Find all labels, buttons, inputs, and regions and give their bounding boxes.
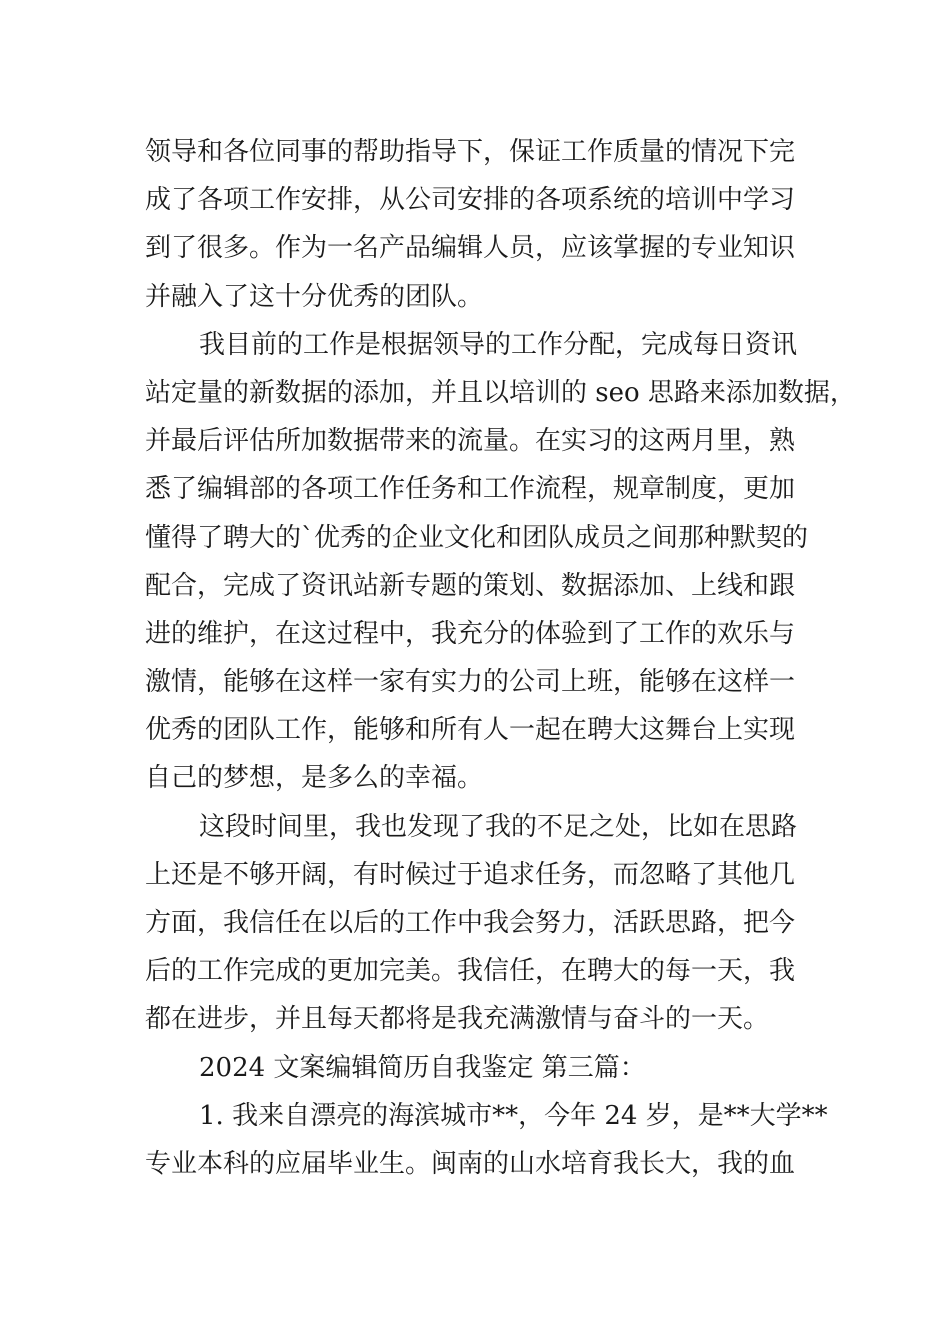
section-heading: 2024 文案编辑简历自我鉴定 第三篇： <box>199 1052 646 1083</box>
paragraph-1 <box>145 128 817 321</box>
text-line: 到了很多。作为一名产品编辑人员，应该掌握的专业知识 <box>145 233 796 264</box>
text-line: 1. 我来自漂亮的海滨城市**，今年 24 岁，是**大学** <box>199 1100 828 1131</box>
text-line: 方面，我信任在以后的工作中我会努力，活跃思路，把今 <box>145 908 796 938</box>
text-line: 自己的梦想，是多么的幸福。 <box>145 763 484 794</box>
text-line: 并融入了这十分优秀的团队。 <box>145 281 484 312</box>
text-line: 并最后评估所加数据带来的流量。在实习的这两月里，熟 <box>145 426 796 457</box>
paragraph-3 <box>145 803 817 1044</box>
text-line: 悉了编辑部的各项工作任务和工作流程，规章制度，更加 <box>145 474 796 505</box>
text-line: 配合，完成了资讯站新专题的策划、数据添加、上线和跟 <box>145 570 796 601</box>
text-line: 优秀的团队工作，能够和所有人一起在聘大这舞台上实现 <box>145 715 796 746</box>
text-line: 站定量的新数据的添加，并且以培训的 seo 思路来添加数据， <box>145 377 856 408</box>
paragraph-2 <box>145 321 856 803</box>
document-body <box>145 128 856 1188</box>
section-heading-block <box>145 1044 817 1092</box>
text-line: 进的维护，在这过程中，我充分的体验到了工作的欢乐与 <box>145 618 796 649</box>
text-line: 懂得了聘大的`优秀的企业文化和团队成员之间那种默契的 <box>145 522 809 553</box>
text-line: 这段时间里，我也发现了我的不足之处，比如在思路 <box>199 811 798 842</box>
text-line: 激情，能够在这样一家有实力的公司上班，能够在这样一 <box>145 667 796 698</box>
text-line: 专业本科的应届毕业生。闽南的山水培育我长大，我的血 <box>145 1148 796 1179</box>
text-line: 我目前的工作是根据领导的工作分配，完成每日资讯 <box>199 329 798 360</box>
text-line: 都在进步，并且每天都将是我充满激情与奋斗的一天。 <box>145 1004 770 1035</box>
text-line: 成了各项工作安排，从公司安排的各项系统的培训中学习 <box>145 185 796 216</box>
paragraph-4 <box>145 1092 828 1188</box>
text-line: 领导和各位同事的帮助指导下，保证工作质量的情况下完 <box>145 137 796 167</box>
text-line: 后的工作完成的更加完美。我信任，在聘大的每一天，我 <box>145 956 796 987</box>
text-line: 上还是不够开阔，有时候过于追求任务，而忽略了其他几 <box>145 859 796 890</box>
